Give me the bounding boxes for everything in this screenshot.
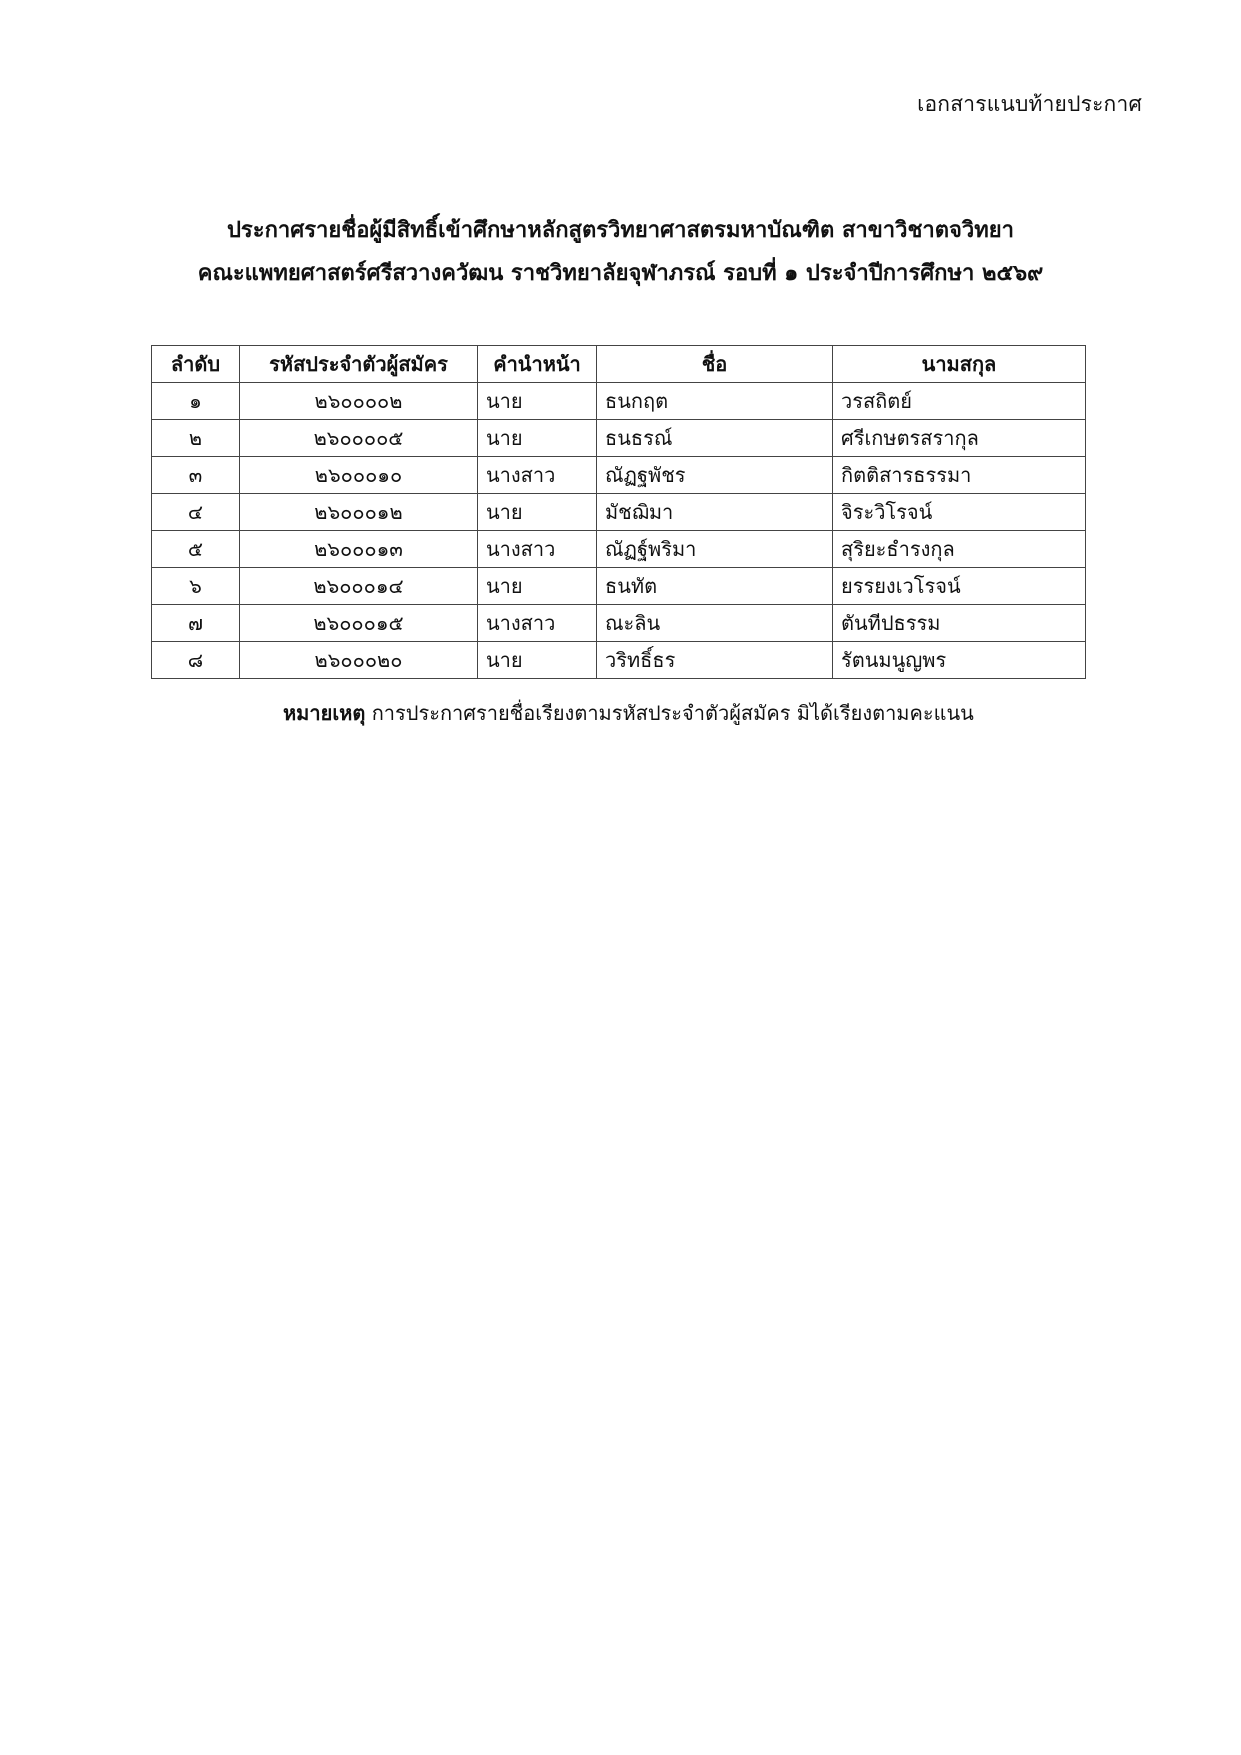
cell-prefix: นางสาว	[478, 457, 597, 494]
cell-no: ๗	[152, 605, 240, 642]
cell-applicant-id: ๒๖๐๐๐๑๔	[240, 568, 478, 605]
remark-label: หมายเหตุ	[283, 701, 366, 725]
cell-first-name: ธนกฤต	[597, 383, 833, 420]
cell-last-name: วรสถิตย์	[833, 383, 1086, 420]
document-title-line-2: คณะแพทยศาสตร์ศรีสวางควัฒน ราชวิทยาลัยจุฬาภรณ์ รอบที่ ๑ ประจำปีการศึกษา ๒๕๖๙	[197, 261, 1044, 286]
document-title-line-1: ประกาศรายชื่อผู้มีสิทธิ์เข้าศึกษาหลักสูตรวิทยาศาสตรมหาบัณฑิต สาขาวิชาตจวิทยา	[226, 218, 1015, 243]
cell-first-name: ณัฏฐพัชร	[597, 457, 833, 494]
attachment-note: เอกสารแนบท้ายประกาศ	[917, 92, 1142, 116]
table-row	[152, 642, 1086, 679]
cell-first-name: วริทธิ์ธร	[597, 642, 833, 679]
cell-applicant-id: ๒๖๐๐๐๑๕	[240, 605, 478, 642]
cell-first-name: ธนธรณ์	[597, 420, 833, 457]
cell-prefix: นาย	[478, 494, 597, 531]
cell-prefix: นางสาว	[478, 531, 597, 568]
table-row	[152, 605, 1086, 642]
cell-prefix: นาย	[478, 420, 597, 457]
cell-no: ๘	[152, 642, 240, 679]
cell-applicant-id: ๒๖๐๐๐๐๒	[240, 383, 478, 420]
column-header-first-name: ชื่อ	[597, 346, 833, 383]
cell-applicant-id: ๒๖๐๐๐๐๕	[240, 420, 478, 457]
cell-first-name: ณะลิน	[597, 605, 833, 642]
table-row	[152, 457, 1086, 494]
cell-applicant-id: ๒๖๐๐๐๑๒	[240, 494, 478, 531]
cell-prefix: นาย	[478, 568, 597, 605]
column-header-applicant-id: รหัสประจำตัวผู้สมัคร	[240, 346, 478, 383]
remark	[283, 697, 974, 729]
cell-no: ๑	[152, 383, 240, 420]
table-row	[152, 568, 1086, 605]
cell-last-name: จิระวิโรจน์	[833, 494, 1086, 531]
cell-last-name: ยรรยงเวโรจน์	[833, 568, 1086, 605]
cell-applicant-id: ๒๖๐๐๐๑๐	[240, 457, 478, 494]
cell-applicant-id: ๒๖๐๐๐๒๐	[240, 642, 478, 679]
cell-no: ๖	[152, 568, 240, 605]
cell-first-name: ธนทัต	[597, 568, 833, 605]
cell-last-name: ตันทีปธรรม	[833, 605, 1086, 642]
cell-last-name: รัตนมนูญพร	[833, 642, 1086, 679]
cell-prefix: นาย	[478, 383, 597, 420]
cell-no: ๔	[152, 494, 240, 531]
column-header-prefix: คำนำหน้า	[478, 346, 597, 383]
cell-first-name: ณัฏฐ์พริมา	[597, 531, 833, 568]
cell-last-name: สุริยะธำรงกุล	[833, 531, 1086, 568]
cell-last-name: ศรีเกษตรสรากุล	[833, 420, 1086, 457]
applicant-table	[151, 345, 1086, 679]
cell-no: ๒	[152, 420, 240, 457]
cell-no: ๓	[152, 457, 240, 494]
cell-prefix: นาย	[478, 642, 597, 679]
cell-prefix: นางสาว	[478, 605, 597, 642]
table-row	[152, 420, 1086, 457]
cell-no: ๕	[152, 531, 240, 568]
table-row	[152, 531, 1086, 568]
column-header-no: ลำดับ	[152, 346, 240, 383]
cell-last-name: กิตติสารธรรมา	[833, 457, 1086, 494]
table-row	[152, 383, 1086, 420]
remark-text: การประกาศรายชื่อเรียงตามรหัสประจำตัวผู้สมัคร มิได้เรียงตามคะแนน	[371, 701, 974, 725]
cell-first-name: มัชฌิมา	[597, 494, 833, 531]
cell-applicant-id: ๒๖๐๐๐๑๓	[240, 531, 478, 568]
table-row	[152, 494, 1086, 531]
column-header-last-name: นามสกุล	[833, 346, 1086, 383]
table-header-row	[152, 346, 1086, 383]
